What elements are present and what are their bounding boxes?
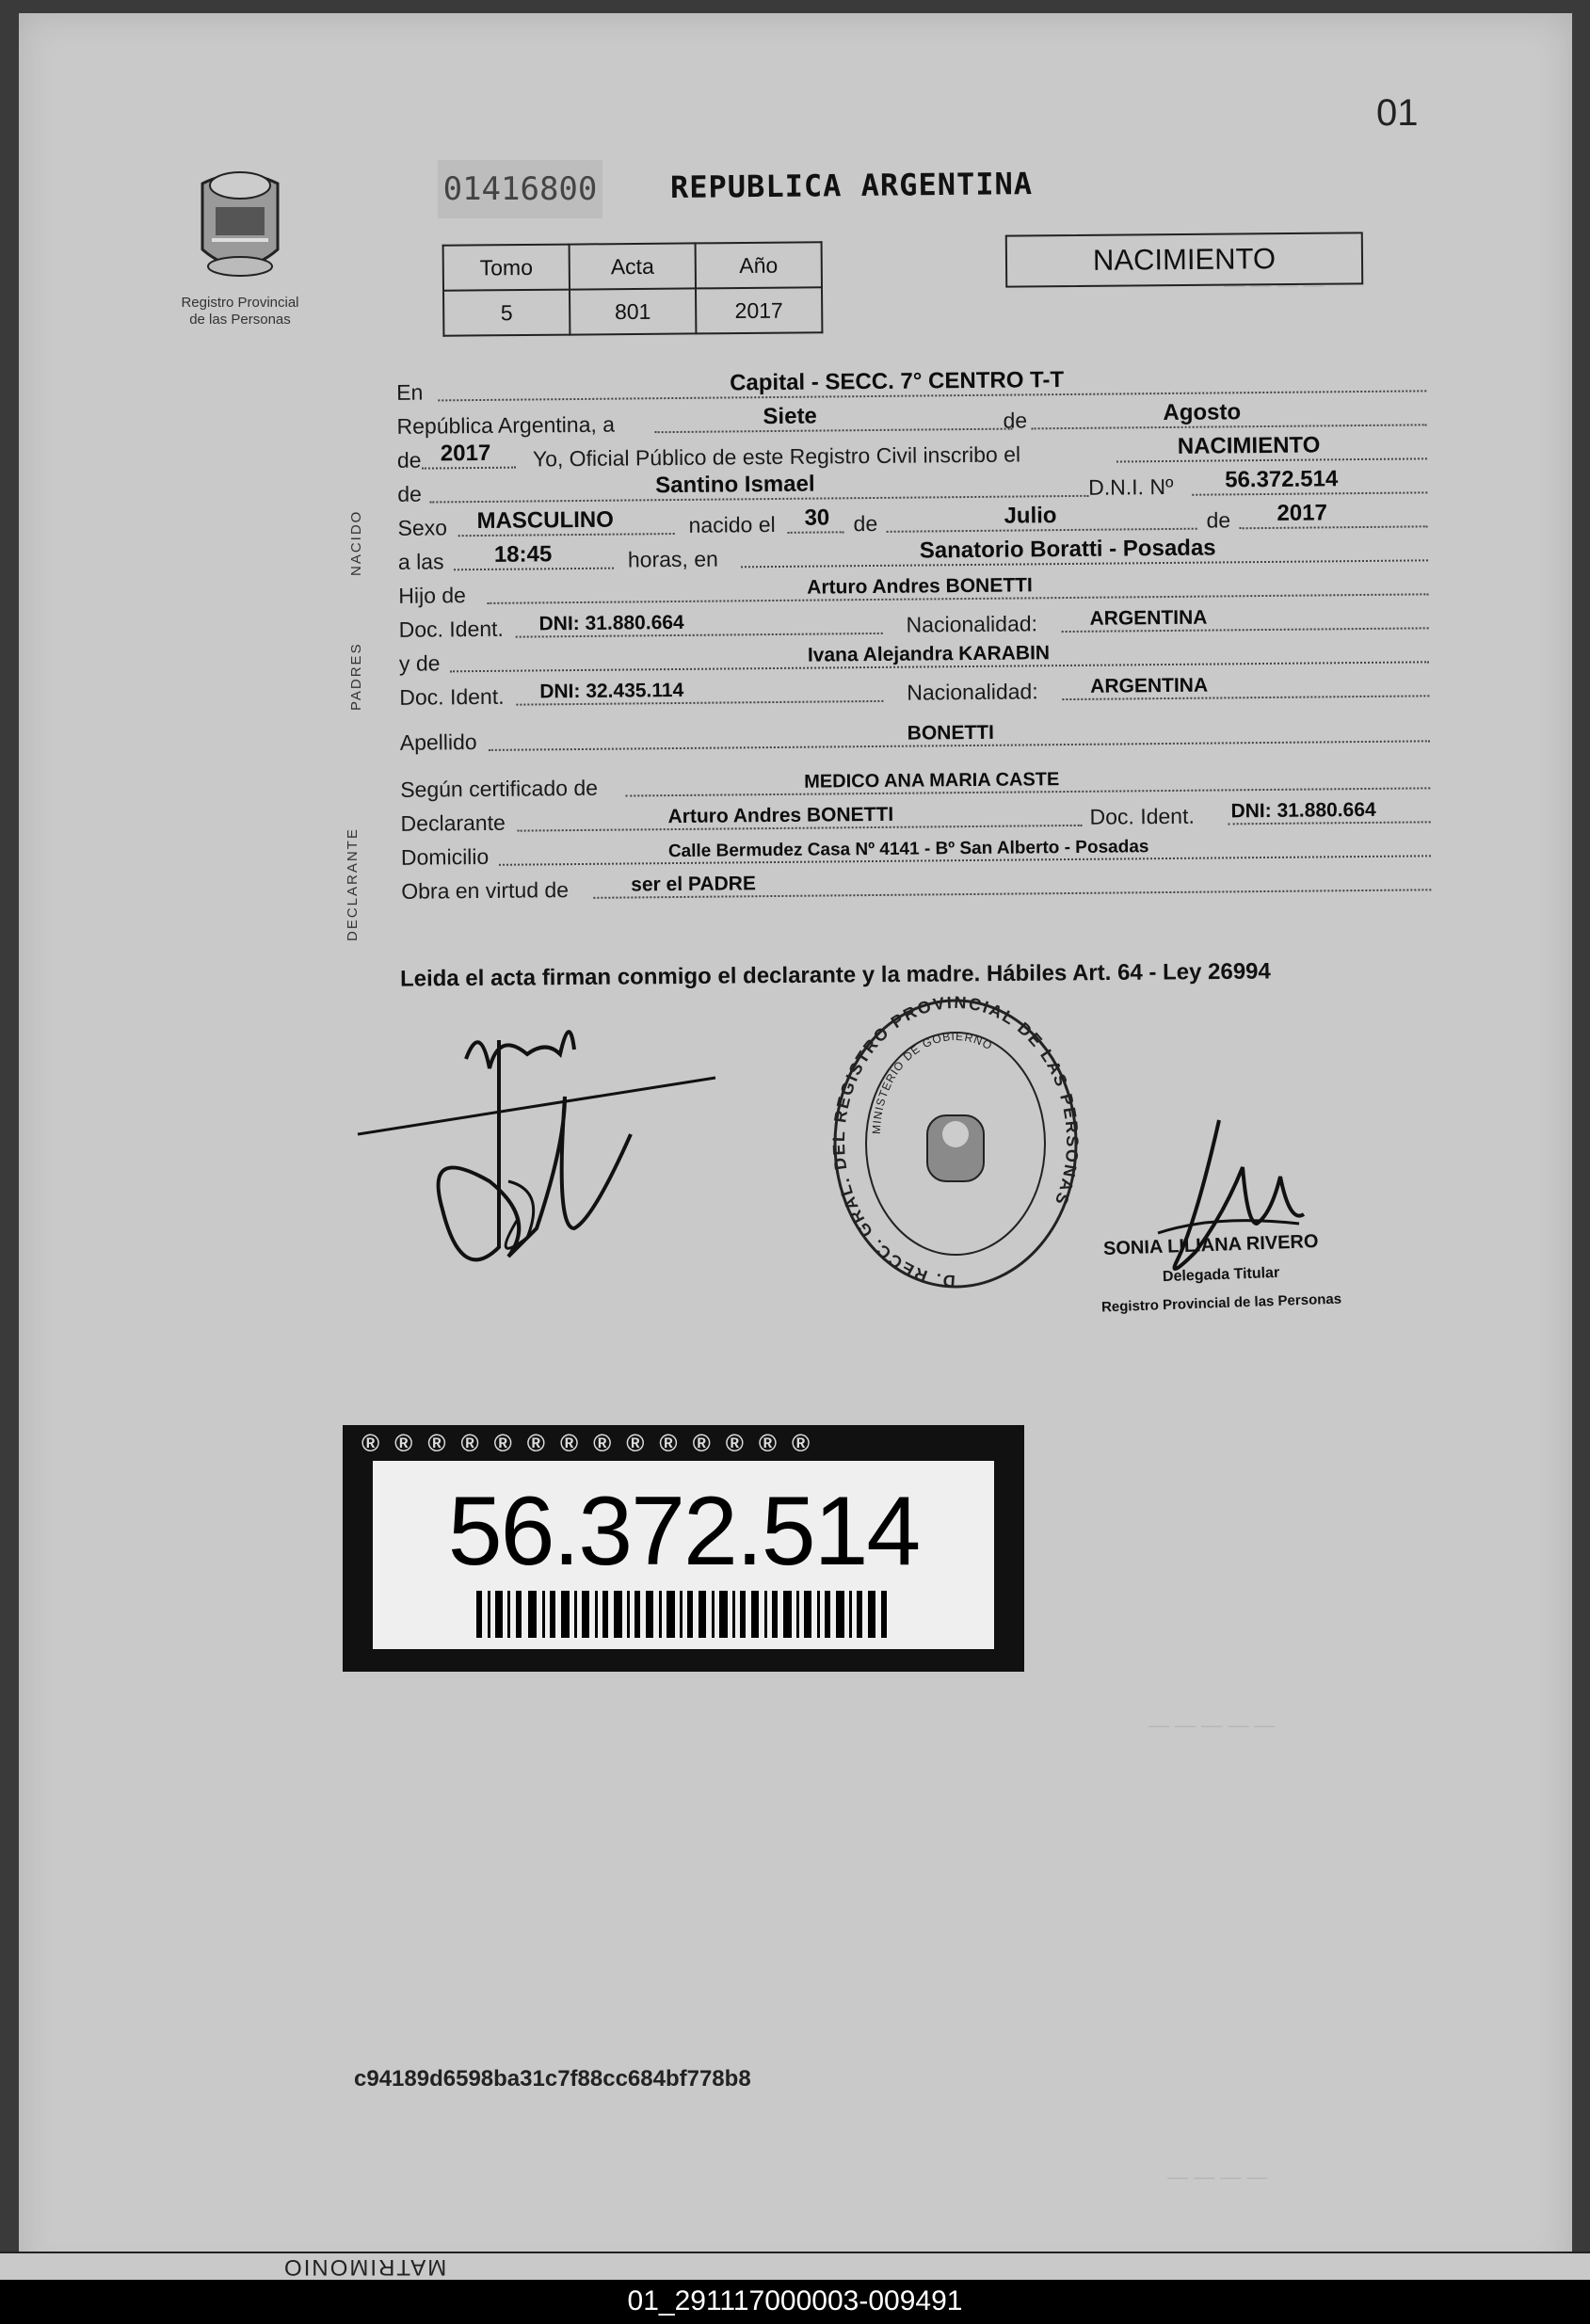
child-dni-value: 56.372.514 [1225,466,1339,493]
birth-place-value: Sanatorio Boratti - Posadas [919,535,1216,564]
doc-label: Doc. Ident. [399,683,505,710]
seal-outer-text: D. RECC. GRAL. DEL REGISTRO PROVINCIAL DE LAS PERSONAS [828,993,1083,1291]
sexo-value: MASCULINO [476,506,614,535]
day-value: Siete [763,403,817,430]
certificado-label: Según certificado de [400,775,599,802]
yde-label: y de [398,650,441,676]
doc-label: Doc. Ident. [398,616,504,642]
registrar-title: Delegada Titular [1162,1264,1280,1286]
tomo-header: Tomo [443,245,570,291]
closing-text: Leida el acta firman conmigo el declarante y la madre. Hábiles Art. 64 - Ley 26994 [399,958,1271,992]
oficial-text: Yo, Oficial Público de este Registro Civil inscribo el [532,441,1021,472]
declarante-value: Arturo Andres BONETTI [667,803,894,828]
inscribo-value: NACIMIENTO [1177,432,1321,459]
obra-label: Obra en virtud de [401,877,570,904]
registry-seal [828,993,1083,1294]
document-hash: c94189d6598ba31c7f88cc684bf778b8 [354,2066,751,2092]
declarante-label: Declarante [400,809,506,836]
republica-label: República Argentina, a [396,411,616,439]
barcode-label-inner [373,1461,994,1649]
side-label-nacido: NACIDO [348,509,364,576]
serial-stamp: 01416800 [438,160,602,218]
mother-doc-value: DNI: 32.435.114 [539,679,684,703]
mother-name-value: Ivana Alejandra KARABIN [807,642,1051,666]
dotted-line [1240,525,1428,529]
en-label: En [396,379,424,405]
de-label: de [1003,408,1028,433]
registered-pattern: ®®®®®®®®®®®®®® [361,1429,826,1457]
acta-header: Acta [570,243,696,289]
declarante-doc-value: DNI: 31.880.664 [1230,798,1376,823]
apellido-value: BONETTI [907,721,994,745]
horas-label: horas, en [627,546,718,572]
obra-value: ser el PADRE [631,873,757,896]
next-page-strip [0,2252,1590,2282]
record-table-value-row [443,287,822,336]
birth-month-value: Julio [1004,503,1057,529]
record-table-header-row [443,242,822,291]
misiones-crest-icon [184,165,297,287]
crest-caption-line2: de las Personas [189,312,291,328]
registrar-org: Registro Provincial de las Personas [1100,1290,1342,1316]
de-label: de [853,510,878,537]
nacido-label: nacido el [688,511,776,537]
crest-caption-line1: Registro Provincial [181,295,299,311]
barcode-icon [476,1591,891,1638]
birth-record-form [381,361,1431,905]
hijo-label: Hijo de [398,583,467,608]
tomo-value: 5 [443,290,570,336]
alas-label: a las [397,549,444,574]
file-identifier: 01_291117000003-009491 [627,2285,963,2316]
barcode-number: 56.372.514 [447,1477,920,1586]
province-crest [169,165,311,329]
seal-inner-text: MINISTERIO DE GOBIERNO [869,1029,995,1135]
father-doc-value: DNI: 31.880.664 [538,611,684,635]
dotted-line [788,531,844,534]
dni-barcode-label [343,1425,1024,1672]
domicilio-value: Calle Bermudez Casa Nº 4141 - Bº San Alberto - Posadas [667,837,1149,862]
nacionalidad-label: Nacionalidad: [907,679,1038,705]
registrar-name: SONIA LILIANA RIVERO [1102,1231,1319,1259]
declarant-signature [348,1002,744,1313]
seal-crest-icon [927,1115,984,1181]
de-label: de [397,481,422,506]
domicilio-label: Domicilio [400,843,490,870]
ano-header: Año [696,242,822,288]
acta-value: 801 [570,288,696,334]
page-number: 01 [1376,92,1419,134]
ano-value: 2017 [696,287,822,333]
de-label: de [396,447,422,473]
registry-office-value: Capital - SECC. 7° CENTRO T-T [730,367,1065,396]
child-name-value: Santino Ismael [655,471,815,499]
document-sheet [19,13,1572,2277]
side-label-declarante: DECLARANTE [345,827,361,941]
bleed-through-mark: — — — — [1224,273,1325,297]
month-value: Agosto [1163,399,1242,426]
year-value: 2017 [440,440,491,467]
record-type-box: NACIMIENTO [1005,232,1363,287]
birth-time-value: 18:45 [493,541,553,568]
document-title: REPUBLICA ARGENTINA [669,165,1034,206]
next-page-label: MATRIMONIO [282,2254,447,2280]
declarante-doc-label: Doc. Ident. [1089,803,1195,829]
sexo-label: Sexo [397,515,448,540]
record-table [442,241,824,337]
side-label-padres: PADRES [348,642,364,711]
certificado-value: MEDICO ANA MARIA CASTE [804,769,1060,793]
birth-year-value: 2017 [1277,500,1328,526]
bleed-through-mark: — — — — [1167,2165,1268,2188]
birth-day-value: 30 [804,505,830,531]
apellido-label: Apellido [399,729,477,755]
dotted-line [655,428,1013,434]
mother-nationality-value: ARGENTINA [1090,674,1209,697]
bleed-through-mark: — — — — — [1148,1713,1276,1737]
registrar-signature [1139,1111,1309,1290]
father-name-value: Arturo Andres BONETTI [807,574,1033,599]
father-nationality-value: ARGENTINA [1089,606,1208,630]
de-label: de [1206,507,1231,533]
dni-label: D.N.I. Nº [1088,473,1174,500]
nacionalidad-label: Nacionalidad: [906,611,1038,637]
